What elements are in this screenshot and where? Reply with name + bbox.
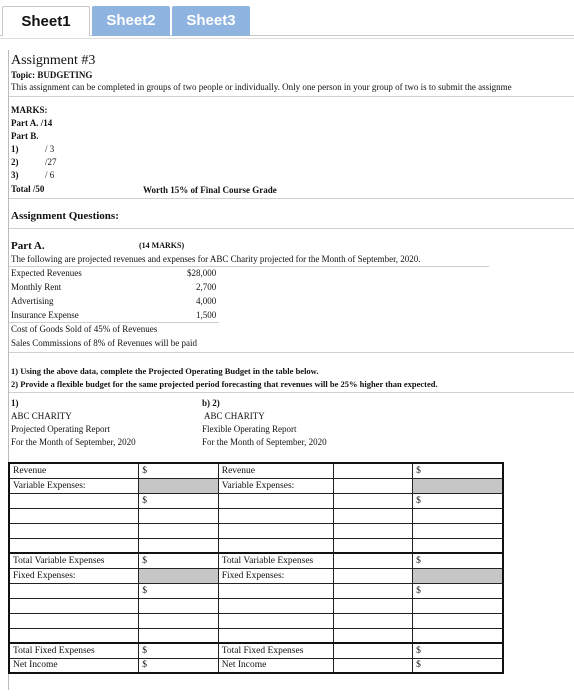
questions-heading: Assignment Questions: xyxy=(11,210,119,222)
flex-fixed-expenses-label: Fixed Expenses: xyxy=(218,568,333,583)
revenue-row-value: $28,000 xyxy=(187,268,217,278)
marks-item-num: 1) xyxy=(11,144,19,154)
flex-total-variable-cell[interactable]: $ xyxy=(413,553,503,568)
cogs-note: Cost of Goods Sold of 45% of Revenues xyxy=(11,324,158,334)
total-variable-label: Total Variable Expenses xyxy=(9,553,139,568)
input-cell[interactable] xyxy=(139,508,218,523)
expense-row-value: 2,700 xyxy=(196,282,217,292)
left-report-company: ABC CHARITY xyxy=(11,411,72,421)
revenue-cell[interactable]: $ xyxy=(139,463,218,478)
marks-item-value: / 6 xyxy=(45,170,55,180)
marks-item-num: 3) xyxy=(11,170,19,180)
right-report-company: ABC CHARITY xyxy=(204,411,265,421)
left-report-number: 1) xyxy=(11,398,19,408)
assignment-description: This assignment can be completed in groups of two people or individually. Only one person in your group of two is to submit the assignme xyxy=(11,82,512,92)
table-row xyxy=(9,598,503,613)
worksheet[interactable] xyxy=(8,50,574,690)
table-row xyxy=(9,493,503,508)
flex-revenue-cell[interactable]: $ xyxy=(413,463,503,478)
input-cell[interactable] xyxy=(218,598,333,613)
flex-blank-cell[interactable] xyxy=(333,478,412,493)
table-row xyxy=(9,508,503,523)
input-cell[interactable] xyxy=(9,508,139,523)
row-divider xyxy=(9,392,574,393)
part-a-label: Part A. xyxy=(11,240,45,252)
expense-row-value: 1,500 xyxy=(196,310,217,320)
input-cell[interactable] xyxy=(413,613,503,628)
left-report-period: For the Month of September, 2020 xyxy=(11,437,136,447)
table-row xyxy=(9,463,503,478)
budget-table xyxy=(8,462,504,674)
revenue-row-label: Expected Revenues xyxy=(11,268,82,278)
input-cell[interactable] xyxy=(9,628,139,643)
expense-row-label: Insurance Expense xyxy=(11,310,79,320)
flex-net-income-label: Net Income xyxy=(218,658,333,673)
total-fixed-cell[interactable]: $ xyxy=(139,643,218,658)
table-row xyxy=(9,643,503,658)
input-cell[interactable] xyxy=(218,538,333,553)
right-report-period: For the Month of September, 2020 xyxy=(202,437,327,447)
marks-item-value: / 3 xyxy=(45,144,55,154)
input-cell[interactable] xyxy=(333,538,412,553)
total-variable-cell[interactable]: $ xyxy=(139,553,218,568)
part-a-marks: (14 MARKS) xyxy=(139,241,185,250)
expense-row-value: 4,000 xyxy=(196,296,217,306)
shaded-cell xyxy=(139,478,218,493)
input-cell[interactable] xyxy=(218,583,333,598)
input-cell[interactable] xyxy=(333,628,412,643)
input-cell[interactable] xyxy=(9,493,139,508)
flex-revenue-label: Revenue xyxy=(218,463,333,478)
revenue-label: Revenue xyxy=(9,463,139,478)
expense-row-label: Advertising xyxy=(11,296,54,306)
sheet-tab-bar xyxy=(0,0,574,36)
input-cell[interactable] xyxy=(9,613,139,628)
course-weight: Worth 15% of Final Course Grade xyxy=(143,185,277,195)
input-cell[interactable] xyxy=(413,628,503,643)
part-a-intro: The following are projected revenues and expenses for ABC Charity projected for the Month of September, 2020. xyxy=(11,254,421,264)
flex-variable-expenses-label: Variable Expenses: xyxy=(218,478,333,493)
tab-sheet2[interactable]: Sheet2 xyxy=(92,6,170,36)
tab-sheet3[interactable]: Sheet3 xyxy=(172,6,250,36)
flex-blank-cell[interactable] xyxy=(333,643,412,658)
topic-label: Topic: BUDGETING xyxy=(11,70,93,80)
row-divider xyxy=(9,352,574,353)
left-report-title: Projected Operating Report xyxy=(11,424,110,434)
row-divider xyxy=(9,96,574,97)
input-cell[interactable] xyxy=(333,508,412,523)
shaded-cell xyxy=(139,568,218,583)
instruction-2: 2) Provide a flexible budget for the same projected period forecasting that revenues will be 25% higher than expected. xyxy=(11,379,438,389)
fixed-amount-cell[interactable]: $ xyxy=(139,583,218,598)
input-cell[interactable] xyxy=(9,538,139,553)
fixed-expenses-label: Fixed Expenses: xyxy=(9,568,139,583)
input-cell[interactable] xyxy=(139,613,218,628)
marks-heading: MARKS: xyxy=(11,105,48,115)
input-cell[interactable] xyxy=(139,523,218,538)
instruction-1: 1) Using the above data, complete the Projected Operating Budget in the table below. xyxy=(11,366,319,376)
table-row xyxy=(9,523,503,538)
marks-item-value: /27 xyxy=(45,157,57,167)
input-cell[interactable] xyxy=(139,538,218,553)
net-income-label: Net Income xyxy=(9,658,139,673)
flex-variable-amount-cell[interactable]: $ xyxy=(413,493,503,508)
flex-blank-cell[interactable] xyxy=(333,493,412,508)
grid-header-row xyxy=(0,38,574,50)
flex-total-variable-label: Total Variable Expenses xyxy=(218,553,333,568)
assignment-title: Assignment #3 xyxy=(11,53,96,68)
flex-blank-cell[interactable] xyxy=(333,553,412,568)
net-income-cell[interactable]: $ xyxy=(139,658,218,673)
input-cell[interactable] xyxy=(413,523,503,538)
input-cell[interactable] xyxy=(139,598,218,613)
flex-total-fixed-cell[interactable]: $ xyxy=(413,643,503,658)
table-row xyxy=(9,553,503,568)
row-divider xyxy=(9,228,574,229)
input-cell[interactable] xyxy=(333,523,412,538)
input-cell[interactable] xyxy=(218,493,333,508)
shaded-cell xyxy=(413,568,503,583)
input-cell[interactable] xyxy=(218,508,333,523)
flex-fixed-amount-cell[interactable]: $ xyxy=(413,583,503,598)
variable-expenses-label: Variable Expenses: xyxy=(9,478,139,493)
table-row xyxy=(9,538,503,553)
variable-amount-cell[interactable]: $ xyxy=(139,493,218,508)
input-cell[interactable] xyxy=(9,598,139,613)
row-divider xyxy=(9,198,574,199)
input-cell[interactable] xyxy=(333,613,412,628)
flex-blank-cell[interactable] xyxy=(333,568,412,583)
input-cell[interactable] xyxy=(413,508,503,523)
marks-part-a: Part A. /14 xyxy=(11,118,53,128)
input-cell[interactable] xyxy=(218,628,333,643)
total-fixed-label: Total Fixed Expenses xyxy=(9,643,139,658)
marks-item-num: 2) xyxy=(11,157,19,167)
flex-blank-cell[interactable] xyxy=(333,658,412,673)
input-cell[interactable] xyxy=(333,598,412,613)
marks-total: Total /50 xyxy=(11,184,45,194)
input-cell[interactable] xyxy=(218,613,333,628)
input-cell[interactable] xyxy=(413,598,503,613)
table-row xyxy=(9,613,503,628)
input-cell[interactable] xyxy=(9,523,139,538)
right-report-title: Flexible Operating Report xyxy=(202,424,297,434)
marks-part-b: Part B. xyxy=(11,131,39,141)
flex-net-income-cell[interactable]: $ xyxy=(413,658,503,673)
flex-total-fixed-label: Total Fixed Expenses xyxy=(218,643,333,658)
tab-sheet1[interactable]: Sheet1 xyxy=(2,6,90,36)
row-divider xyxy=(9,322,219,323)
table-row xyxy=(9,568,503,583)
table-row xyxy=(9,478,503,493)
commissions-note: Sales Commissions of 8% of Revenues will be paid xyxy=(11,338,197,348)
row-divider xyxy=(9,266,489,267)
shaded-cell xyxy=(413,478,503,493)
table-row xyxy=(9,658,503,673)
table-row xyxy=(9,583,503,598)
input-cell[interactable] xyxy=(413,538,503,553)
table-row xyxy=(9,628,503,643)
flex-blank-cell[interactable] xyxy=(333,463,412,478)
flex-blank-cell[interactable] xyxy=(333,583,412,598)
input-cell[interactable] xyxy=(139,628,218,643)
input-cell[interactable] xyxy=(9,583,139,598)
right-report-number: b) 2) xyxy=(202,398,220,408)
expense-row-label: Monthly Rent xyxy=(11,282,62,292)
input-cell[interactable] xyxy=(218,523,333,538)
